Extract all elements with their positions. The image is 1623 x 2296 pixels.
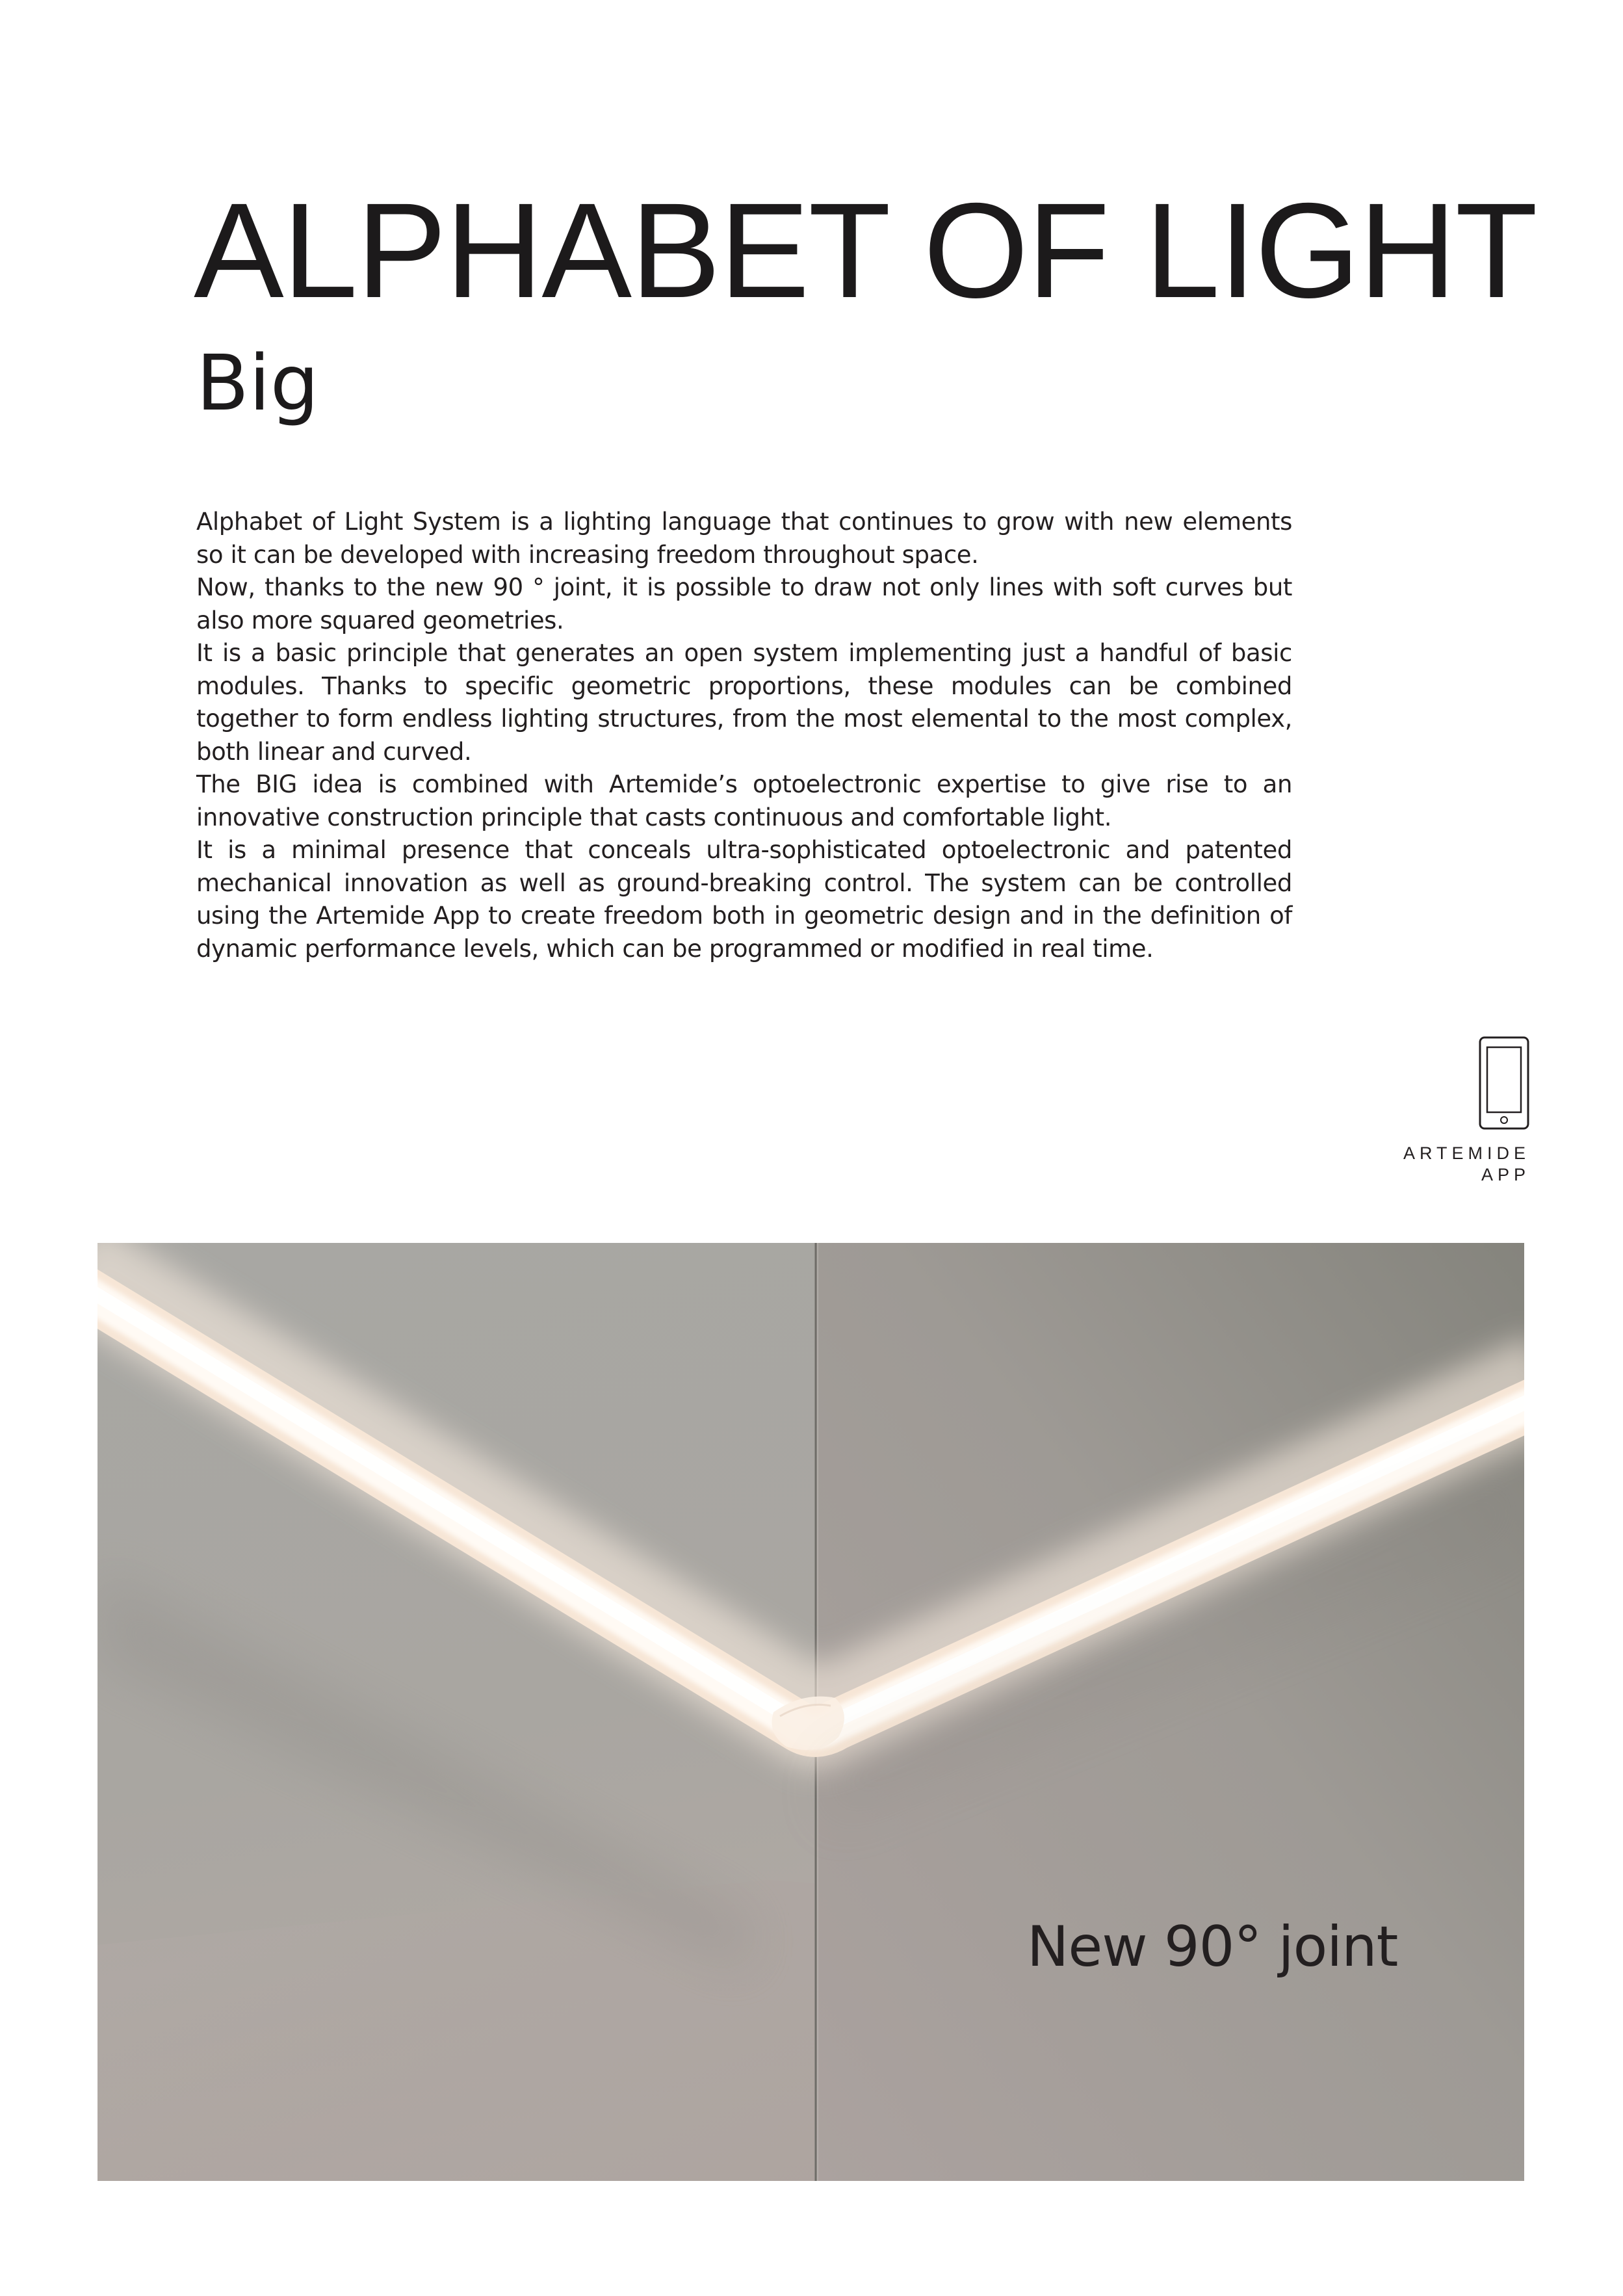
ceiling-corner-scene	[97, 1243, 1524, 2181]
app-label-brand: ARTEMIDE	[1403, 1143, 1530, 1163]
intro-paragraph: It is a basic principle that generates an open system implementing just a handful of basic modules. Thanks to specific geometric proportions, these modules can be combined together to form endless lighting structures, from the most elemental to the most complex, both linear and curved.	[196, 639, 1292, 766]
page-title: ALPHABET OF LIGHT	[194, 176, 1537, 326]
page-subtitle: Big	[196, 338, 319, 428]
intro-paragraph: The BIG idea is combined with Artemide’s optoelectronic expertise to give rise to an innovative construction principle that casts continuous and comfortable light.	[196, 770, 1292, 831]
intro-paragraph: Now, thanks to the new 90 ° joint, it is possible to draw not only lines with soft curves but also more squared geometries.	[196, 573, 1292, 634]
app-label-app: APP	[1481, 1165, 1530, 1184]
product-photo	[97, 1243, 1524, 2181]
intro-paragraph: It is a minimal presence that conceals ultra-sophisticated optoelectronic and patented mechanical innovation as well as ground-breaking control. The system can be controlled using the Artemide App to create freedom both in geometric design and in the definition of dynamic performance levels, which can be programmed or modified in real time.	[196, 836, 1292, 963]
intro-text	[196, 506, 1292, 965]
photo-caption: New 90° joint	[1027, 1914, 1398, 1979]
intro-paragraph: Alphabet of Light System is a lighting language that continues to grow with new elements so it can be developed with increasing freedom throughout space.	[196, 508, 1292, 569]
smartphone-icon	[1479, 1036, 1529, 1130]
app-label	[1403, 1143, 1530, 1186]
